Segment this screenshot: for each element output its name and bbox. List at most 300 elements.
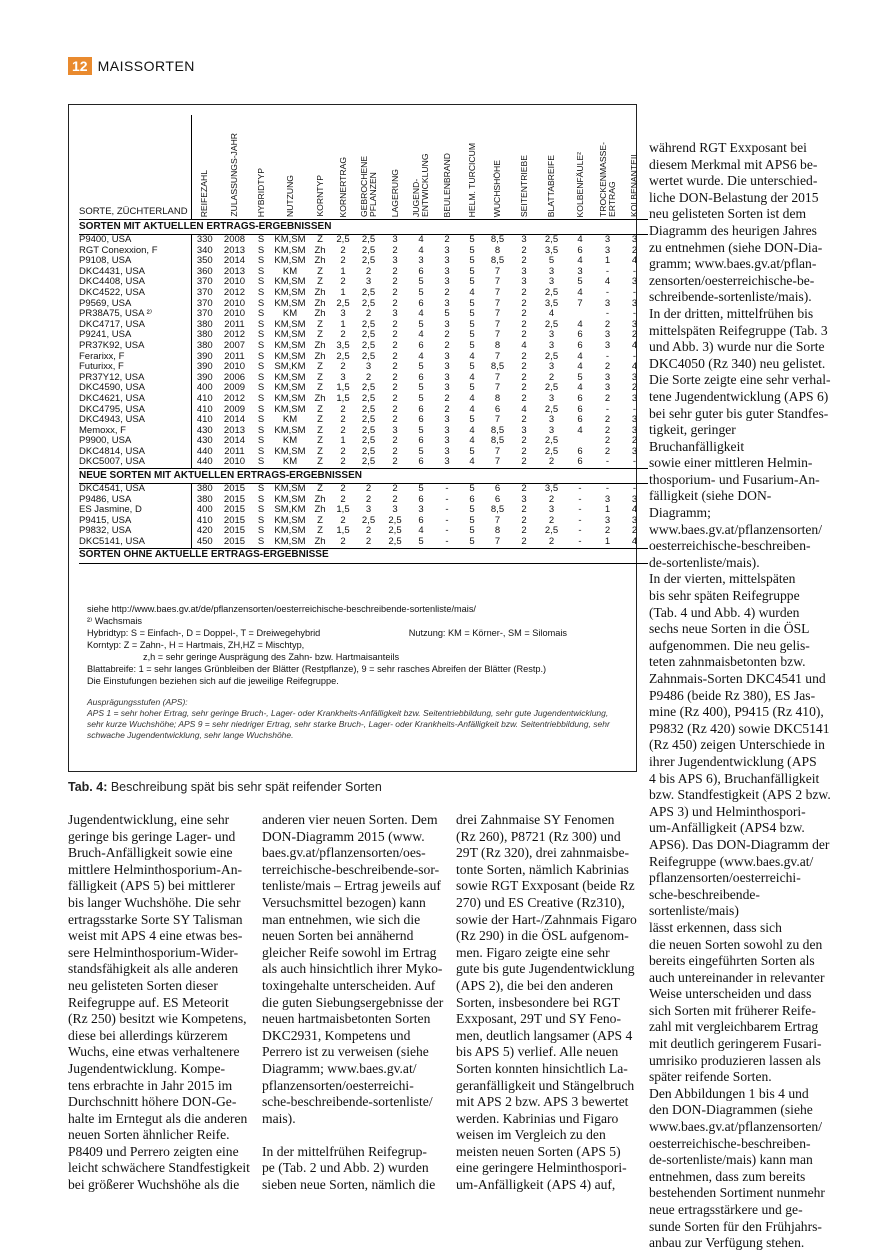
table-cell: 2 — [392, 298, 398, 309]
table-cell: 450 — [191, 537, 218, 548]
table-cell: 2 — [392, 245, 398, 256]
table-cell: 4 — [577, 383, 583, 394]
table-cell: 2,5 — [361, 415, 376, 426]
table-cell: 8 — [494, 526, 501, 537]
table-cell: Z — [317, 266, 323, 277]
table-row — [79, 373, 648, 384]
table-cell: Zh — [314, 505, 326, 516]
table-cell: 370 — [191, 309, 218, 320]
table-cell: 3 — [521, 234, 527, 245]
table-cell: 5 — [469, 330, 475, 341]
table-cell: 3 — [631, 425, 638, 436]
table-cell: 2013 — [223, 266, 246, 277]
table-cell: - — [578, 526, 582, 537]
section-heading: SORTEN MIT AKTUELLEN ERTRAGS-ERGEBNISSEN — [79, 220, 648, 235]
table-cell: 2 — [521, 537, 527, 548]
note-nutzung: Nutzung: KM = Körner-, SM = Silomais — [408, 628, 567, 638]
variety-name-cell: DKC4590, USA — [79, 383, 146, 394]
table-cell: 2 — [521, 457, 527, 468]
caption-label: Tab. 4: — [68, 780, 108, 794]
table-cell: 3 — [631, 298, 638, 309]
table-cell: 2,5 — [544, 351, 559, 362]
table-cell: KM,SM — [274, 287, 306, 298]
column-header-label: KORNTYP — [314, 175, 325, 217]
table-cell: 3 — [631, 319, 638, 330]
table-cell: 390 — [191, 373, 218, 384]
column-header-label: KOLBENFÄULE² — [574, 151, 585, 217]
table-cell: 3,5 — [544, 245, 559, 256]
table-cell: 2 — [365, 526, 372, 537]
table-cell: KM,SM — [274, 298, 306, 309]
table-cell: 2 — [444, 404, 450, 415]
table-cell: Zh — [314, 256, 326, 267]
table-cell: S — [257, 319, 265, 330]
table-cell: 5 — [418, 483, 424, 495]
table-cell: 2,5 — [544, 436, 559, 447]
table-cell: 7 — [494, 351, 501, 362]
table-cell: 1 — [340, 266, 346, 277]
table-cell: 2 — [604, 393, 611, 404]
table-cell: 8,5 — [490, 234, 505, 245]
table-cell: 2 — [604, 425, 611, 436]
table-cell: 3 — [444, 277, 450, 288]
table-cell: 4 — [577, 319, 583, 330]
table-cell: Zh — [314, 298, 326, 309]
column-header — [382, 115, 408, 220]
table-row — [79, 405, 648, 416]
table-cell: 5 — [577, 372, 583, 383]
table-cell: 380 — [191, 495, 218, 506]
table-cell: Z — [317, 526, 323, 537]
table-cell: 2011 — [224, 351, 245, 362]
table-cell: 3 — [548, 425, 555, 436]
table-cell: 2 — [340, 256, 346, 267]
table-cell: 2010 — [223, 298, 246, 309]
table-cell: KM,SM — [274, 319, 306, 330]
table-cell: S — [257, 515, 265, 526]
table-cell: S — [257, 298, 265, 309]
table-cell: 3 — [444, 436, 450, 447]
table-cell: 6 — [418, 436, 424, 447]
page-number: 12 — [68, 57, 92, 75]
table-cell: 8,5 — [490, 505, 505, 516]
table-cell: S — [257, 505, 265, 516]
variety-name-cell: DKC5141, USA — [79, 537, 146, 548]
column-header-label: JUGEND-ENTWICKLUNG — [411, 153, 430, 217]
column-header — [331, 115, 355, 220]
table-cell: 2,5 — [361, 425, 376, 436]
table-cell: 4 — [469, 393, 475, 404]
table-cell: S — [257, 234, 265, 245]
table-cell: 4 — [631, 537, 638, 548]
table-cell: 2 — [340, 362, 346, 373]
table-cell: 7 — [494, 287, 501, 298]
table-cell: KM,SM — [274, 537, 306, 548]
table-section-row — [79, 220, 648, 235]
table-cell: 5 — [469, 362, 475, 373]
table-cell: 5 — [469, 383, 475, 394]
table-cell: 380 — [191, 330, 218, 341]
table-cell: 2 — [521, 245, 527, 256]
table-cell: - — [445, 494, 449, 505]
table-cell: 2 — [392, 340, 398, 351]
table-cell: - — [632, 457, 637, 468]
table-cell: 2 — [392, 494, 398, 505]
column-header — [309, 115, 331, 220]
table-cell: S — [257, 287, 265, 298]
table-cell: Z — [317, 330, 323, 341]
table-cell: 4 — [577, 362, 583, 373]
table-cell: S — [257, 404, 265, 415]
table-cell: 2,5 — [388, 515, 402, 526]
table-cell: 2 — [521, 436, 527, 447]
table-cell: 2,5 — [336, 298, 350, 309]
table-cell: S — [257, 537, 265, 548]
table-cell: 3 — [392, 505, 398, 516]
table-row — [79, 246, 648, 257]
table-cell: S — [257, 446, 265, 457]
table-row — [79, 516, 648, 527]
table-cell: 2,5 — [361, 319, 376, 330]
table-cell: 5 — [418, 425, 424, 436]
table-header-row — [79, 115, 648, 220]
table-cell: KM,SM — [274, 393, 306, 404]
column-header-label: BLATTABREIFE — [546, 154, 556, 217]
table-cell: S — [257, 494, 265, 505]
table-cell: S — [257, 483, 265, 495]
column-header — [191, 115, 218, 220]
variety-name-cell: DKC4621, USA — [79, 393, 146, 404]
table-cell: 5 — [418, 319, 424, 330]
note-korntyp-2: z,h = sehr geringe Ausprägung des Zahn- bzw. Hartmaisanteils — [143, 652, 400, 662]
variety-name-cell: RGT Conexxion, F — [79, 245, 158, 256]
variety-table-box — [68, 104, 637, 772]
table-cell: 410 — [191, 415, 218, 426]
table-cell: KM,SM — [274, 515, 306, 526]
table-cell: 2 — [365, 266, 372, 277]
table-cell: 2 — [444, 330, 450, 341]
table-cell: 2015 — [223, 515, 246, 526]
table-cell: 3 — [444, 298, 450, 309]
aps-legend — [87, 697, 627, 741]
table-cell: 2012 — [223, 330, 246, 341]
table-cell: 2 — [521, 446, 527, 457]
table-cell: 2 — [340, 515, 346, 526]
table-cell: 2011 — [224, 319, 245, 330]
table-cell: 3 — [444, 319, 450, 330]
table-cell: 3 — [631, 393, 638, 404]
table-cell: 390 — [191, 362, 218, 373]
table-cell: 6 — [577, 404, 583, 415]
table-cell: 5 — [418, 383, 424, 394]
table-cell: 3 — [548, 393, 555, 404]
table-cell: S — [257, 351, 265, 362]
table-cell: Zh — [314, 340, 326, 351]
table-cell: 5 — [469, 340, 475, 351]
table-cell: 2 — [631, 330, 638, 341]
variety-name-cell: DKC4717, USA — [79, 319, 146, 330]
table-cell: 2 — [392, 319, 398, 330]
column-header — [408, 115, 434, 220]
table-cell: S — [257, 309, 265, 320]
table-cell: - — [605, 457, 610, 468]
table-cell: - — [445, 537, 449, 548]
table-cell: 4 — [418, 351, 424, 362]
table-cell: 2,5 — [544, 526, 559, 537]
table-cell: S — [257, 526, 265, 537]
table-cell: 4 — [631, 505, 638, 516]
table-cell: 2 — [548, 515, 555, 526]
table-cell: 2010 — [223, 277, 246, 288]
table-cell: - — [578, 537, 582, 548]
table-cell: 3 — [365, 505, 372, 516]
table-cell: 3 — [577, 266, 583, 277]
table-cell: 2,5 — [361, 256, 376, 267]
table-cell: 4 — [418, 330, 424, 341]
table-cell: KM,SM — [274, 351, 306, 362]
table-cell: 2,5 — [361, 234, 376, 245]
table-cell: 2 — [548, 494, 555, 505]
column-header-label: BEULENBRAND — [441, 152, 452, 217]
table-cell: 4 — [577, 234, 583, 245]
variety-name-cell: P9832, USA — [79, 526, 132, 537]
table-cell: 2 — [521, 526, 527, 537]
table-cell: 370 — [191, 288, 218, 299]
table-cell: 1 — [604, 505, 611, 516]
table-row — [79, 484, 648, 495]
table-cell: Z — [317, 425, 323, 436]
table-cell: 6 — [469, 494, 475, 505]
table-cell: 2 — [444, 287, 450, 298]
table-cell: 2 — [340, 457, 346, 468]
table-cell: - — [605, 309, 610, 320]
table-cell: 7 — [494, 330, 501, 341]
table-cell: 5 — [418, 287, 424, 298]
table-cell: - — [632, 266, 637, 277]
table-cell: 2 — [340, 404, 346, 415]
note-wachsmais: ²⁾ Wachsmais — [87, 616, 143, 626]
table-cell: KM,SM — [274, 526, 306, 537]
table-section-row — [79, 548, 648, 563]
table-cell: 440 — [191, 457, 218, 468]
table-cell: 2014 — [223, 436, 246, 447]
table-cell: 2012 — [223, 287, 246, 298]
variety-name-cell: PR38A75, USA ²⁾ — [79, 309, 153, 320]
column-header — [621, 115, 648, 220]
table-cell: 1,5 — [336, 526, 350, 537]
table-cell: 2 — [604, 362, 611, 373]
table-row — [79, 330, 648, 341]
table-section-row — [79, 469, 648, 484]
table-cell: 2009 — [223, 404, 246, 415]
table-cell: 2 — [444, 393, 450, 404]
table-cell: - — [605, 351, 610, 362]
table-cell: 5 — [469, 277, 475, 288]
table-cell: 3 — [631, 372, 638, 383]
variety-name-cell: PR37Y12, USA — [79, 372, 145, 383]
table-row — [79, 415, 648, 426]
table-cell: 2010 — [223, 457, 246, 468]
column-header — [79, 115, 191, 220]
table-cell: 2 — [521, 287, 527, 298]
table-cell: 360 — [191, 267, 218, 278]
table-cell: 2 — [340, 415, 346, 426]
column-header-label: NUTZUNG — [284, 174, 295, 217]
table-cell: 4 — [469, 287, 475, 298]
table-cell: 5 — [469, 256, 475, 267]
table-cell: 410 — [191, 394, 218, 405]
table-cell: 2 — [631, 383, 638, 394]
table-cell: 3 — [365, 362, 372, 373]
variety-name-cell: P9415, USA — [79, 515, 132, 526]
table-cell: 410 — [191, 405, 218, 416]
table-cell: 2 — [365, 309, 372, 320]
table-cell: 2012 — [223, 393, 246, 404]
table-cell: 5 — [548, 256, 555, 267]
table-cell: KM,SM — [274, 372, 306, 383]
table-cell: 3 — [548, 277, 555, 288]
table-cell: 3 — [444, 425, 450, 436]
table-cell: 5 — [469, 415, 475, 426]
table-cell: 2 — [340, 277, 346, 288]
table-cell: 2,5 — [361, 383, 376, 394]
table-cell: 2008 — [223, 234, 246, 245]
column-header-label: KOLBENANTEIL — [629, 152, 639, 217]
table-cell: 2 — [604, 415, 611, 426]
table-cell: 3 — [340, 309, 346, 320]
table-cell: 2 — [340, 425, 346, 436]
variety-name-cell: DKC4431, USA — [79, 266, 146, 277]
column-header — [484, 115, 511, 220]
table-cell: 6 — [418, 515, 424, 526]
table-cell: 3 — [444, 372, 450, 383]
table-cell: 2 — [521, 298, 527, 309]
table-cell: 2 — [392, 436, 398, 447]
table-row — [79, 320, 648, 331]
table-cell: 3 — [444, 266, 450, 277]
table-cell — [566, 309, 594, 320]
table-row — [79, 341, 648, 352]
table-cell: 2,5 — [361, 404, 376, 415]
table-cell: 4 — [604, 277, 611, 288]
table-cell: KM,SM — [274, 330, 306, 341]
column-header-label: GEBROCHENE PFLANZEN — [358, 155, 378, 217]
column-header-label: REIFEZAHL — [199, 169, 210, 217]
table-cell: S — [257, 372, 265, 383]
column-header-label: HYBRIDTYP — [255, 167, 266, 217]
variety-name-cell: P9108, USA — [79, 256, 132, 267]
table-cell: 3 — [418, 256, 424, 267]
page-header — [68, 56, 195, 76]
table-cell: 6 — [577, 245, 583, 256]
table-cell: 430 — [191, 426, 218, 437]
table-cell: 6 — [418, 340, 424, 351]
table-cell: 3 — [604, 298, 611, 309]
table-row — [79, 426, 648, 437]
table-cell: KM,SM — [274, 383, 306, 394]
column-header — [537, 115, 566, 220]
table-cell: 2 — [392, 393, 398, 404]
section-heading: NEUE SORTEN MIT AKTUELLEN ERTRAGS-ERGEBNISSEN — [79, 469, 648, 484]
table-cell: 3 — [631, 415, 638, 426]
table-cell: Z — [317, 415, 323, 426]
text-column-3: drei Zahnmaise SY Fenomen (Rz 260), P8721 (Rz 300) und 29T (Rz 320), drei zahnmaisbe- tonte Sorten, nämlich Kabrinias sowie RGT Exxposant (beide Rz 270) und ES Creative (Rz310), sowie der Hart-/Zahnmais Figaro (Rz 290) in die ÖSL aufgenom- men. Figaro zeigte eine sehr gute bis gute Jugendentwicklung (APS 2), die bei den anderen Sorten, insbesondere bei RGT Exxposant, 29T und SY Feno- men, deutlich langsamer (APS 4 bis APS 5) verlief. Alle neuen Sorten konnten hinsichtlich La- geranfälligkeit und Stängelbruch mit APS 2 bzw. APS 3 bewertet werden. Kabrinias und Figaro weisen im Vergleich zu den meisten neuen Sorten (APS 5) eine geringere Helminthospori- um-Anfälligkeit (APS 4) auf, — [456, 812, 637, 1193]
table-cell: - — [632, 483, 637, 495]
table-row — [79, 537, 648, 548]
column-header — [594, 115, 621, 220]
note-hybridtyp: Hybridtyp: S = Einfach-, D = Doppel-, T = Dreiwegehybrid — [87, 628, 321, 638]
variety-name-cell: P9400, USA — [79, 234, 132, 245]
table-cell: 2 — [365, 372, 372, 383]
table-cell: 6 — [577, 330, 583, 341]
table-cell: 2013 — [223, 245, 246, 256]
table-cell: 3,5 — [544, 483, 559, 495]
table-cell: 3 — [631, 494, 638, 505]
table-row — [79, 383, 648, 394]
table-cell: 4 — [548, 309, 555, 320]
table-cell: 2 — [521, 362, 527, 373]
table-cell: 2 — [631, 526, 638, 537]
table-cell: Z — [317, 404, 323, 415]
table-cell: 5 — [469, 505, 475, 516]
column-header-label: SORTE, ZÜCHTERLAND — [79, 206, 188, 217]
column-header-label: SEITENTRIEBE — [518, 154, 529, 217]
variety-name-cell: Futurixx, F — [79, 362, 124, 373]
table-cell: 2,5 — [361, 340, 376, 351]
table-row — [79, 256, 648, 267]
table-cell: KM,SM — [274, 494, 306, 505]
table-cell: 3 — [340, 372, 346, 383]
table-cell: 2 — [521, 393, 527, 404]
table-cell: 3 — [631, 446, 638, 457]
table-cell: 3 — [631, 234, 638, 245]
table-cell: 3 — [604, 234, 611, 245]
table-cell: 350 — [191, 256, 218, 267]
table-cell: 2 — [392, 404, 398, 415]
table-cell: KM — [282, 457, 298, 468]
column-header — [218, 115, 251, 220]
table-row — [79, 526, 648, 537]
table-cell: 2,5 — [361, 298, 376, 309]
table-cell: 8 — [494, 393, 501, 404]
table-cell: 5 — [469, 483, 475, 495]
table-cell: 6 — [418, 415, 424, 426]
table-cell: 2 — [521, 351, 527, 362]
column-header — [434, 115, 460, 220]
table-cell: 2 — [521, 415, 527, 426]
table-cell: 1 — [604, 256, 611, 267]
text-column-2: anderen vier neuen Sorten. Dem DON-Diagramm 2015 (www. baes.gv.at/pflanzensorten/oes- terreichische-beschreibende-sor- tenliste/mais – Ertrag jeweils auf Versuchsmittel bezogen) kann man entnehmen, wie sich die neuen Sorten bei annähernd gleicher Reife sowohl im Ertrag als auch hinsichtlich ihrer Myko- toxingehalte unterscheiden. Auf die guten Siebungsergebnisse der neuen hartmaisbetonten Sorten DKC2931, Kompetens und Perrero ist zu verweisen (siehe Diagramm; www.baes.gv.at/ pflanzensorten/oesterreichi- sche-beschreibende-sortenliste/ mais). In der mittelfrühen Reifegrup- pe (Tab. 2 und Abb. 2) wurden sieben neue Sorten, nämlich die — [262, 812, 444, 1193]
table-cell: Zh — [314, 393, 326, 404]
table-cell: 7 — [494, 309, 501, 320]
table-cell: 7 — [494, 515, 501, 526]
table-cell: 370 — [191, 277, 218, 288]
table-cell: 5 — [444, 309, 450, 320]
table-cell: 3 — [631, 277, 638, 288]
table-cell: 3 — [392, 425, 398, 436]
table-cell: 3 — [365, 277, 372, 288]
variety-name-cell: P9900, USA — [79, 436, 132, 447]
table-cell: 2 — [392, 372, 398, 383]
table-notes — [87, 603, 627, 687]
table-cell: - — [632, 309, 637, 320]
table-cell: 2 — [392, 483, 398, 495]
table-cell — [566, 436, 594, 447]
table-cell: 2,5 — [361, 515, 376, 526]
table-cell: 4 — [631, 362, 638, 373]
table-cell: 2 — [521, 256, 527, 267]
table-cell: 3 — [444, 245, 450, 256]
